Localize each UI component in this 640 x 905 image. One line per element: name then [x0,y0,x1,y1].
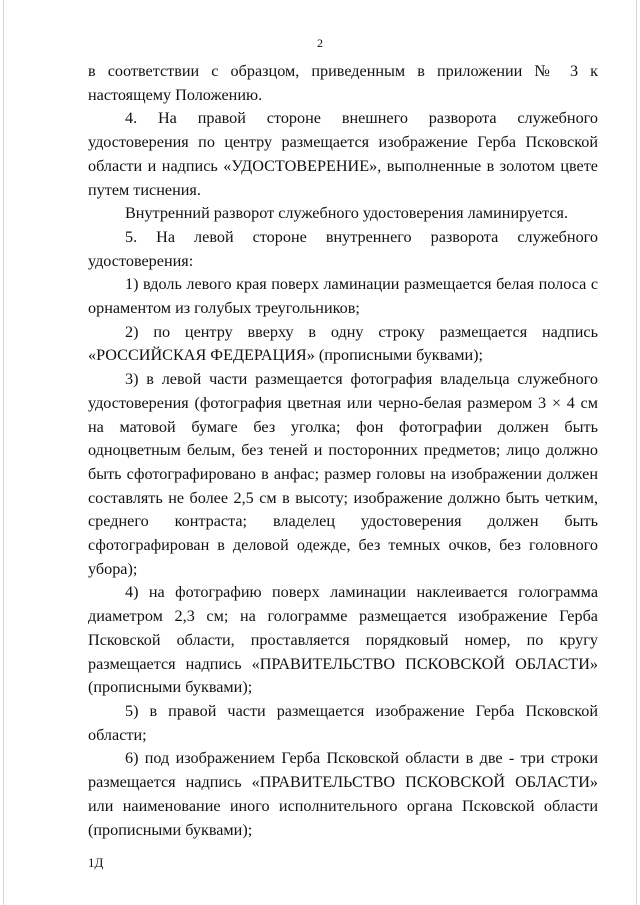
subitem-1: 1) вдоль левого края поверх ламинации размещается белая полоса с орнаментом из голубых треугольников; [88,275,598,318]
paragraph-continuation: в соответствии с образцом, приведенным в приложении № 3 к настоящему Положению. [88,62,598,104]
scan-edge-left [3,0,4,905]
subitem-3: 3) в левой части размещается фотография владельца служебного удостоверения (фотография цветная или черно-белая размером 3 × 4 см на матовой бумаге без уголка; фон фотографии должен быть одноцветным белым, без теней и посторонних предметов; лицо должно быть сфотографировано в анфас; размер головы на изображении должен составлять не более 2,5 см в высоту; изображение должно быть четким, среднего контраста; владелец удостоверения должен быть сфотографирован в деловой одежде, без темных очков, без головного убора); [88,370,598,578]
footer-mark: 1Д [88,855,104,870]
subitem-2: 2) по центру вверху в одну строку размещается надпись «РОССИЙСКАЯ ФЕДЕРАЦИЯ» (прописными буквами); [88,322,598,365]
scan-edge-right [636,0,637,905]
paragraph-item-4: 4. На правой стороне внешнего разворота служебного удостоверения по центру размещается изображение Герба Псковской области и надпись «УДОСТОВЕРЕНИЕ», выполненные в золотом цвете путем тиснения. [88,109,598,199]
paragraph-lamination: Внутренний разворот служебного удостоверения ламинируется. [125,204,569,223]
subitem-4: 4) на фотографию поверх ламинации наклеивается голограмма диаметром 2,3 см; на голограмме размещается изображение Герба Псковской области, проставляется порядковый номер, по кругу размещается надпись «ПРАВИТЕЛЬСТВО ПСКОВСКОЙ ОБЛАСТИ» (прописными буквами); [88,583,598,697]
subitem-5: 5) в правой части размещается изображение Герба Псковской области; [88,701,598,744]
paragraph-item-5: 5. На левой стороне внутреннего разворота служебного удостоверения: [88,227,598,270]
page-number: 2 [317,36,323,50]
document-body [88,60,598,842]
subitem-6: 6) под изображением Герба Псковской области в две - три строки размещается надпись «ПРАВИТЕЛЬСТВО ПСКОВСКОЙ ОБЛАСТИ» или наименование иного исполнительного органа Псковской области (прописными буквами); [88,749,598,839]
